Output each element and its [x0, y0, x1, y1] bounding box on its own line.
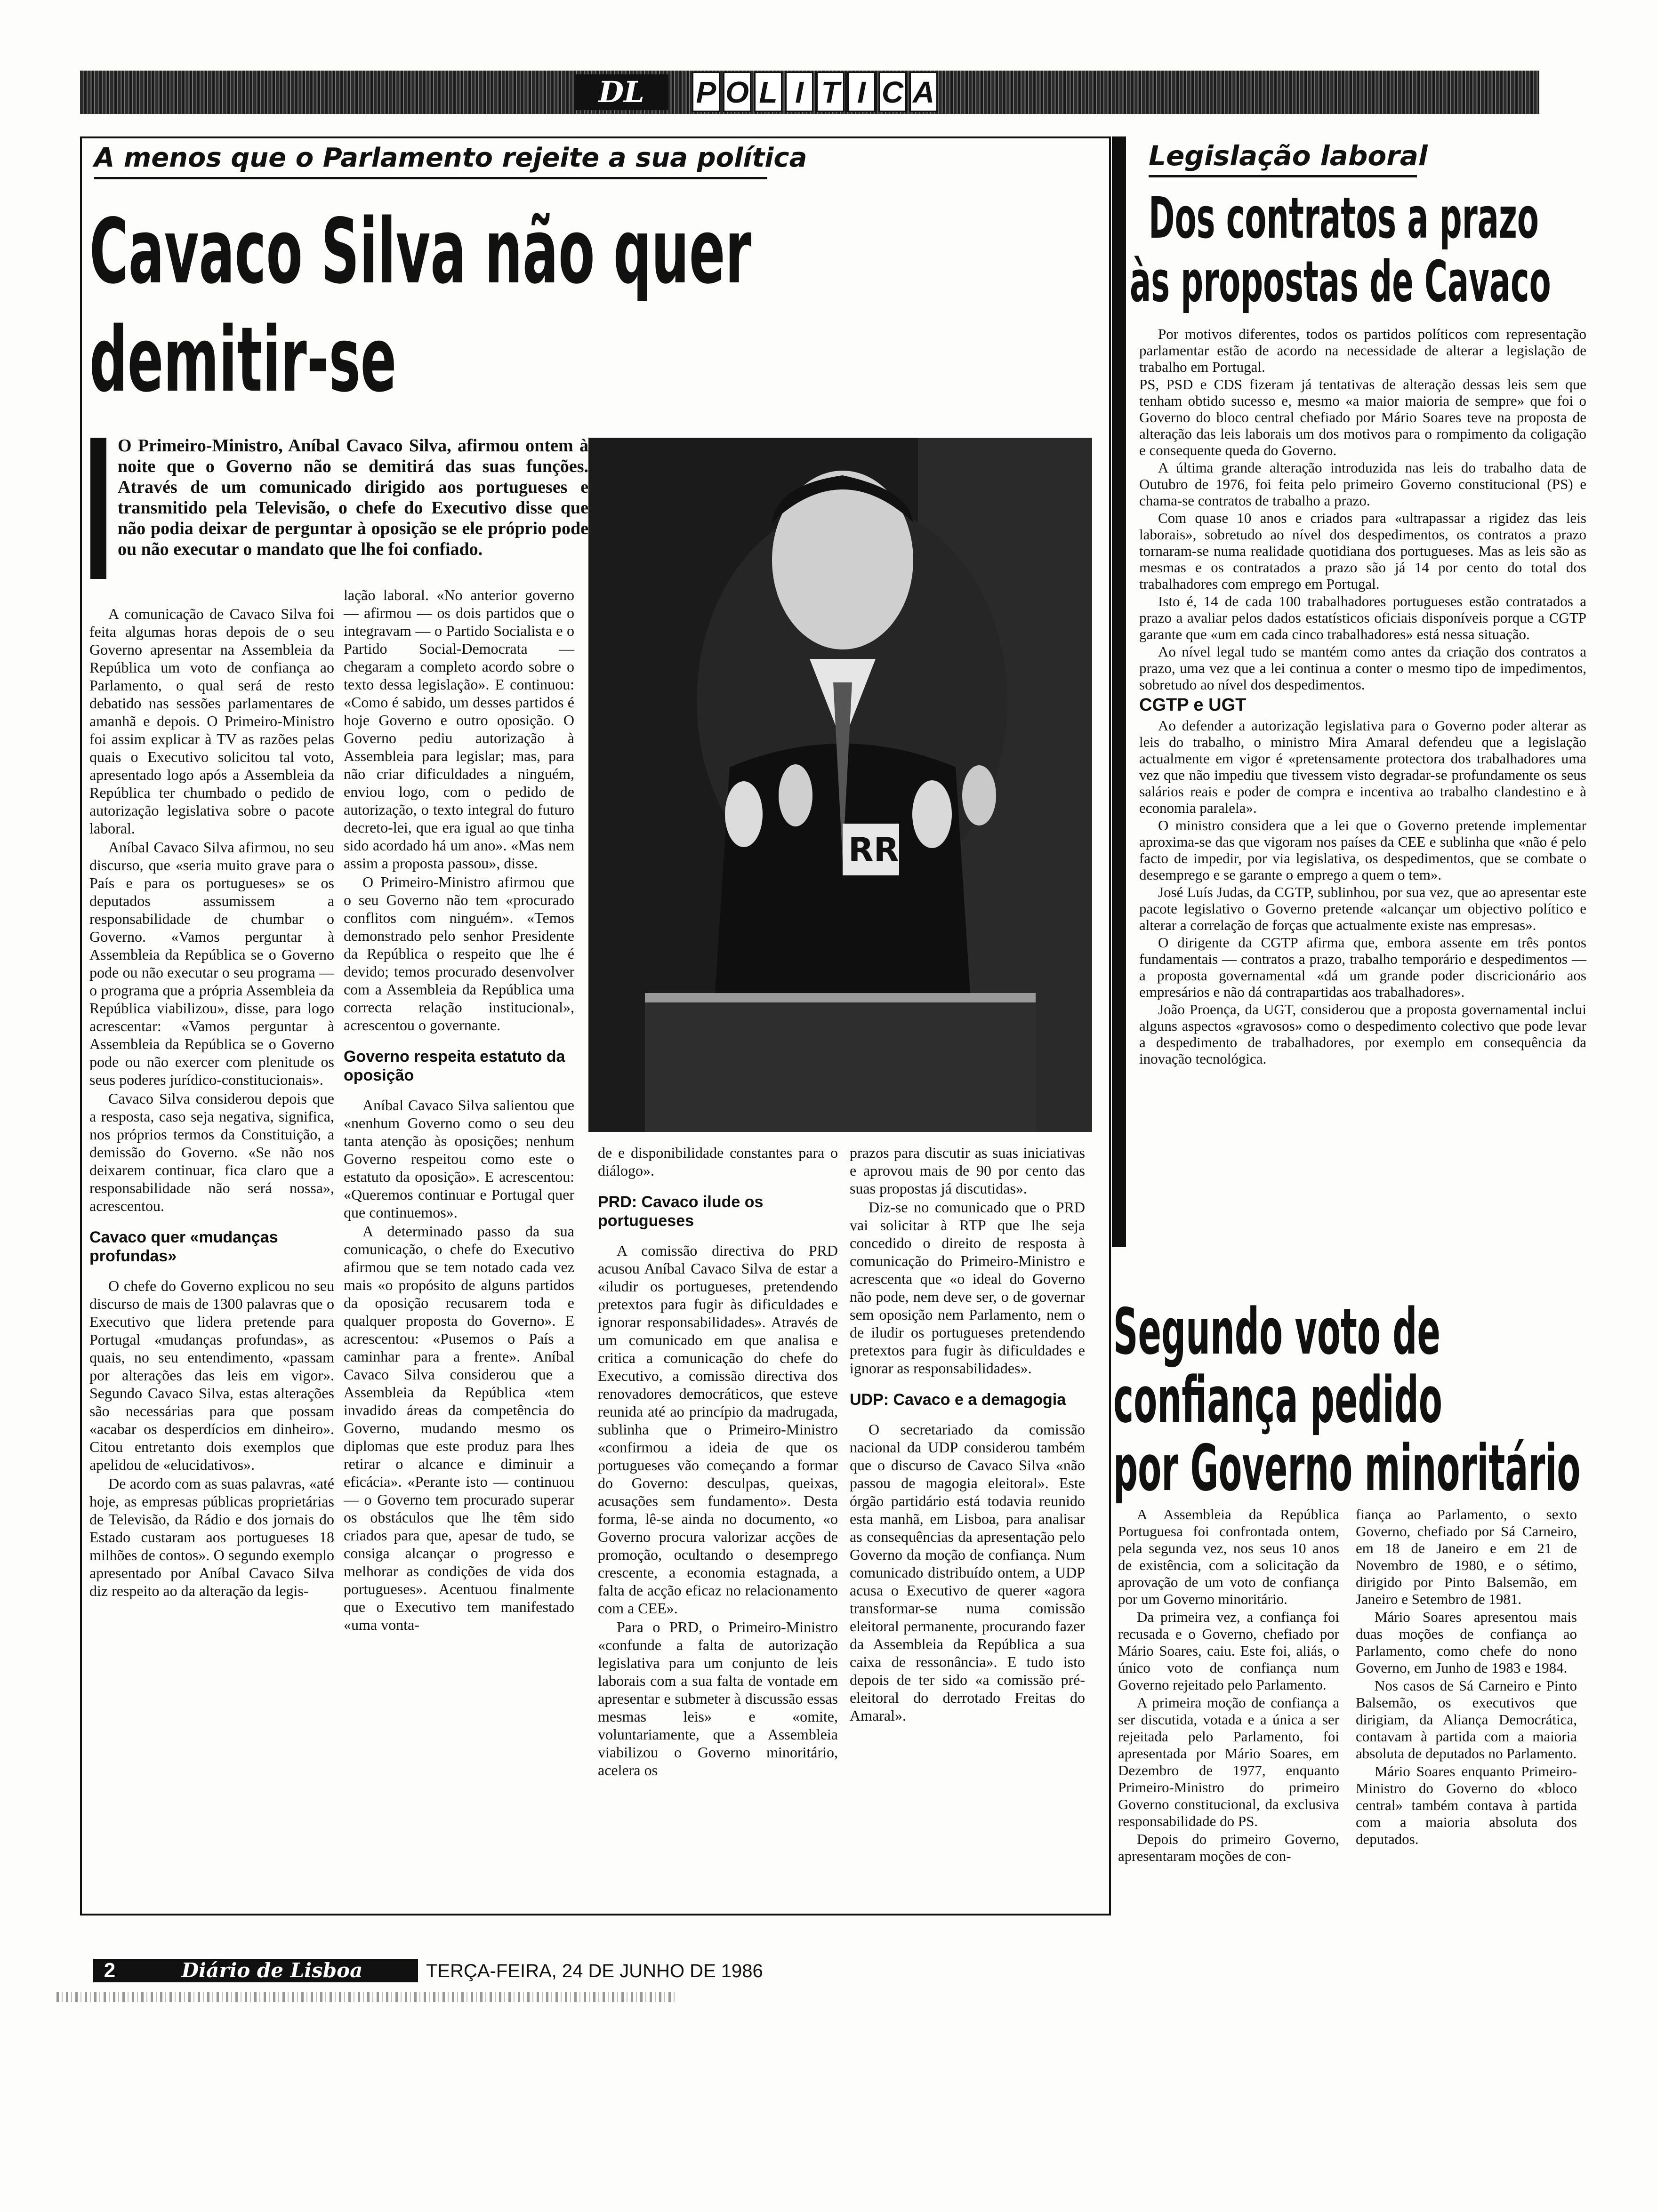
paragraph: A determinado passo da sua comunicação, o chefe do Executivo afirmou que se tem notado cada vez mais «o propósito de alguns partidos da oposição recusarem toda e qualquer proposta do Governo». E acrescentou: «Pusemos o País a caminhar para a frente». Aníbal Cavaco Silva considerou que a Assembleia da República «tem invadido áreas da competência do Governo, mudando mesmo os diplomas que este produz para lhes retirar o alcance e diminuir a eficácia». «Perante isto — continuou — o Governo tem procurado superar os obstáculos que lhe têm sido criados para que, apesar de tudo, se consiga alcançar o progresso e melhorar as condições de vida dos portugueses». Acentuou finalmente que o Executivo tem manifestado «uma vonta-	[344, 1223, 574, 1633]
side-kicker: Legislação laboral	[1149, 140, 1428, 172]
side-kicker-rule	[1149, 175, 1417, 177]
paragraph: PS, PSD e CDS fizeram já tentativas de alteração dessas leis sem que tenham obtido sucesso e, mesmo «a maior maioria de sempre» que foi o Governo do bloco central chefiado por Mário Soares teve na proposta de alteração das leis laborais um dos motivos para o rompimento da coligação e consequente queda do Governo.	[1139, 376, 1586, 458]
subheading: PRD: Cavaco ilude os portugueses	[598, 1193, 764, 1230]
paragraph: Por motivos diferentes, todos os partidos políticos com representação parlamentar estão de acordo na necessidade de alterar a legislação de trabalho em Portugal.	[1139, 326, 1586, 375]
main-headline-line1: Cavaco Silva não quer	[89, 200, 752, 304]
paragraph: de e disponibilidade constantes para o diálogo».	[598, 1144, 838, 1179]
subheading: Cavaco quer «mudanças profundas»	[89, 1228, 278, 1265]
footer-date: TERÇA-FEIRA, 24 DE JUNHO DE 1986	[426, 1961, 763, 1981]
paragraph: O chefe do Governo explicou no seu discurso de mais de 1300 palavras que o Executivo que lidera pretende para Portugal «mudanças profundas», as quais, no seu entendimento, «passam por alterações das leis em vigor». Segundo Cavaco Silva, estas alterações são necessárias para que possam «acabar os desperdícios em dinheiro». Citou entretanto dois exemplos que apelidou de «elucidativos».	[89, 1277, 334, 1473]
paragraph: João Proença, da UGT, considerou que a proposta governamental inclui alguns aspectos «gravosos» como o despedimento colectivo que pode levar a despedimento de trabalhadores, por exemplo em consequência da inovação tecnológica.	[1139, 1001, 1586, 1067]
subheading: UDP: Cavaco e a demagogia	[850, 1391, 1066, 1409]
paragraph: prazos para discutir as suas iniciativas e aprovou mais de 90 por cento das suas propostas já discutidas».	[850, 1144, 1085, 1197]
lead-bar	[90, 438, 106, 579]
paragraph: A comunicação de Cavaco Silva foi feita algumas horas depois de o seu Governo apresentar na Assembleia da República um voto de confiança ao Parlamento, o qual será de resto debatido nas sessões parlamentares de amanhã e depois. O Primeiro-Ministro foi assim explicar à TV as razões pelas quais o Executivo solicitou tal voto, apresentado logo após a Assembleia da República ter chumbado o pedido de autorização legislativa sobre o pacote laboral.	[89, 605, 334, 837]
third-headline-line3: por Governo minoritário	[1113, 1431, 1581, 1505]
paragraph: Isto é, 14 de cada 100 trabalhadores portugueses estão contratados a prazo a avaliar pelos dados estatísticos oficiais disponíveis porque a CGTP garante que «um em cada cinco trabalhadores» está nessa situação.	[1139, 593, 1586, 642]
paragraph: A primeira moção de confiança a ser discutida, votada e a única a ser rejeitada pelo Parlamento, foi apresentada por Mário Soares, em Dezembro de 1977, enquanto Primeiro-Ministro do primeiro Governo constitucional, da exclusiva responsabilidade do PS.	[1118, 1694, 1339, 1829]
page-number: 2	[93, 1959, 126, 1982]
paragraph: O secretariado da comissão nacional da UDP considerou também que o discurso de Cavaco Silva «não passou de magogia eleitoral». Este órgão partidário está todavia reunido esta manhã, em Lisboa, para analisar as consequências da apresentação pelo Governo da moção de confiança. Num comunicado distribuído ontem, a UDP acusa o Executivo de querer «agora transformar-se numa comissão eleitoral permanente, procurando fazer da Assembleia da República a sua caixa de ressonância». E tudo isto depois de ter sido «a comissão pré-eleitoral do derrotado Freitas do Amaral».	[850, 1421, 1085, 1724]
side-article-bar	[1112, 136, 1126, 1247]
paragraph: A Assembleia da República Portuguesa foi confrontada ontem, pela segunda vez, nos seus 10 anos de existência, com a solicitação da aprovação de um voto de confiança por um Governo minoritário.	[1118, 1506, 1339, 1607]
paragraph: Mário Soares apresentou mais duas moções de confiança ao Parlamento, como chefe do nono Governo, em Junho de 1983 e 1984.	[1356, 1609, 1577, 1676]
section-letter: A	[909, 72, 938, 112]
paragraph: Da primeira vez, a confiança foi recusada e o Governo, chefiado por Mário Soares, caiu. Este foi, aliás, o único voto de confiança num Governo rejeitado pelo Parlamento.	[1118, 1609, 1339, 1693]
paragraph: Aníbal Cavaco Silva salientou que «nenhum Governo como o seu deu tanta atenção às oposições; nenhum Governo respeitou como este o estatuto da oposição». E acrescentou: «Queremos continuar e Portugal quer que continuemos».	[344, 1097, 574, 1221]
paragraph: Ao nível legal tudo se mantém como antes da criação dos contratos a prazo, uma vez que a lei continua a conter o mesmo tipo de impedimentos, sobretudo ao nível dos despedimentos.	[1139, 643, 1586, 693]
paragraph: A comissão directiva do PRD acusou Aníbal Cavaco Silva de estar a «iludir os portugueses, pretendendo pretextos para fugir às dificuldades e ignorar responsabilidades». Através de um comunicado em que analisa e critica a comunicação do chefe do Executivo, a comissão directiva dos renovadores democráticos, que esteve reunida até ao princípio da madrugada, sublinha que o Primeiro-Ministro «confirmou a ideia de que os portugueses vão começando a formar do Governo: desculpas, queixas, acusações sem fundamento». Desta forma, lê-se ainda no documento, «o Governo procura valorizar acções de promoção, ocultando o desemprego crescente, a economia estagnada, a falta de acção eficaz no relacionamento com a CEE».	[598, 1242, 838, 1617]
subheading: CGTP e UGT	[1139, 695, 1247, 715]
cavaco-silva-photo	[588, 438, 1092, 1132]
paragraph: Aníbal Cavaco Silva afirmou, no seu discurso, que «seria muito grave para o País e para os portugueses» se os deputados assumissem a responsabilidade de chumbar o Governo. «Vamos perguntar à Assembleia da República se o Governo pode ou não executar o seu programa — o programa que a própria Assembleia da República viabilizou», disse, para logo acrescentar: «Vamos perguntar à Assembleia da República se o Governo pode ou não exercer com plenitude os seus poderes jurídico-constitucionais».	[89, 839, 334, 1088]
section-letter: I	[847, 72, 876, 112]
paragraph: O Primeiro-Ministro afirmou que o seu Governo não tem «procurado conflitos com ninguém». «Temos demonstrado pelo senhor Presidente da República o respeito que lhe é devido; temos procurado desenvolver com a Assembleia da República uma correcta relação institucional», acrescentou o governante.	[344, 874, 574, 1034]
svg-text:RR: RR	[848, 831, 899, 869]
paragraph: Ao defender a autorização legislativa para o Governo poder alterar as leis do trabalho, o ministro Mira Amaral defendeu que a legislação actualmente em vigor é «pretensamente protectora dos trabalhadores uma vez que não impediu que tivessem visto degradar-se profundamente os seus salários reais e poder de compra e incentiva ao trabalho clandestino e à economia paralela».	[1139, 717, 1586, 816]
paragraph: Depois do primeiro Governo, apresentaram moções de con-	[1118, 1831, 1339, 1864]
press-conference-image	[588, 438, 1092, 1132]
section-letter: T	[816, 72, 845, 112]
paragraph: Cavaco Silva considerou depois que a resposta, caso seja negativa, significa, nos próprios termos da Constituição, a demissão do Governo. «Se não nos deixarem continuar, fica claro que a responsabilidade não será nossa», acrescentou.	[89, 1090, 334, 1214]
main-column-3	[598, 1144, 838, 1779]
main-column-2	[344, 586, 574, 1634]
masthead-logo: Diário de Lisboa	[126, 1959, 418, 1982]
main-lead: O Primeiro-Ministro, Aníbal Cavaco Silva, afirmou ontem à noite que o Governo não se demitirá das suas funções. Através de um comunicado dirigido aos portugueses e transmitido pela Televisão, o chefe do Executivo disse que não podia deixar de perguntar à oposição se ele próprio pode ou não executar o mandato que lhe foi confiado.	[118, 436, 588, 559]
paragraph: Mário Soares enquanto Primeiro-Ministro do Governo do «bloco central» também contava à partida com a maioria absoluta dos deputados.	[1356, 1763, 1577, 1847]
paragraph: fiança ao Parlamento, o sexto Governo, chefiado por Sá Carneiro, em 18 de Janeiro e em 21 de Novembro de 1980, e o sétimo, dirigido por Pinto Balsemão, em Janeiro e Setembro de 1981.	[1356, 1506, 1577, 1607]
section-letter: P	[692, 72, 720, 112]
paragraph: lação laboral. «No anterior governo — afirmou — os dois partidos que o integravam — o Partido Socialista e o Partido Social-Democrata — chegaram a completo acordo sobre o texto dessa legislação». E continuou: «Como é sabido, um desses partidos é hoje Governo e outro oposição. O Governo pediu autorização à Assembleia para legislar; mas, para não criar dificuldades a ninguém, enviou logo, com o pedido de autorização, o texto integral do futuro decreto-lei, que era igual ao que tinha sido acordado há um ano». «Mas nem assim a proposta passou», disse.	[344, 586, 574, 872]
third-column-2	[1356, 1506, 1577, 1848]
paragraph: De acordo com as suas palavras, «até hoje, as empresas públicas proprietárias de Televisão, da Rádio e dos jornais do Estado custaram aos portugueses 18 milhões de contos». O segundo exemplo apresentado por Aníbal Cavaco Silva diz respeito ao da alteração da legis-	[89, 1475, 334, 1599]
third-headline-line1: Segundo voto de	[1113, 1295, 1440, 1369]
section-letter: O	[723, 72, 751, 112]
paragraph: José Luís Judas, da CGTP, sublinhou, por sua vez, que ao apresentar este pacote legislativo o Governo pretende «alcançar um objectivo político e alterar a correlação de forças que actualmente existe nas empresas».	[1139, 884, 1586, 933]
third-headline-line2: confiança pedido	[1113, 1363, 1442, 1437]
section-title	[692, 72, 941, 113]
section-logo: DL	[574, 74, 668, 110]
side-headline-line1: Dos contratos a prazo	[1149, 186, 1539, 251]
main-column-1	[89, 605, 334, 1600]
side-headline-line2: às propostas de Cavaco	[1130, 249, 1551, 315]
paragraph: O dirigente da CGTP afirma que, embora assente em três pontos fundamentais — contratos a prazo, trabalho temporário e despedimentos — a proposta governamental «dá um grande poder discricionário aos empresários e não dá contrapartidas aos trabalhadores».	[1139, 934, 1586, 1000]
section-letter: I	[785, 72, 813, 112]
main-kicker: A menos que o Parlamento rejeite a sua política	[94, 143, 807, 173]
paragraph: Diz-se no comunicado que o PRD vai solicitar à RTP que lhe seja concedido o direito de resposta à comunicação do Primeiro-Ministro e acrescenta que «o ideal do Governo não pode, nem deve ser, o de governar sem oposição nem Parlamento, nem o de iludir os portugueses pretendendo pretextos para fugir às dificuldades e ignorar as responsabilidades».	[850, 1199, 1085, 1377]
footer-noise	[56, 1992, 678, 2002]
section-letter: L	[754, 72, 782, 112]
section-letter: C	[878, 72, 907, 112]
side-column	[1139, 326, 1586, 1067]
paragraph: Para o PRD, o Primeiro-Ministro «confunde a falta de autorização legislativa para um conjunto de leis laborais com a sua falta de vontade em apresentar e submeter à discussão essas mesmas leis» e «omite, voluntariamente, que a Assembleia viabilizou o Governo minoritário, acelera os	[598, 1619, 838, 1779]
kicker-rule	[94, 177, 767, 179]
paragraph: A última grande alteração introduzida nas leis do trabalho data de Outubro de 1976, foi feita pelo primeiro Governo constitucional (PS) e chama-se contratos de trabalho a prazo.	[1139, 459, 1586, 509]
paragraph: O ministro considera que a lei que o Governo pretende implementar aproxima-se das que vigoram nos países da CEE e sublinha que «não é pelo facto de impedir, por via legislativa, os despedimentos, que se combate o desemprego e se garante o emprego a quem o tem».	[1139, 817, 1586, 883]
main-column-4	[850, 1144, 1085, 1724]
subheading: Governo respeita estatuto da oposição	[344, 1048, 565, 1084]
main-headline-line2: demitir-se	[89, 308, 397, 412]
third-column-1	[1118, 1506, 1339, 1865]
paragraph: Nos casos de Sá Carneiro e Pinto Balsemão, os executivos que dirigiam, da Aliança Democrática, contavam à partida com a maioria absoluta de deputados no Parlamento.	[1356, 1677, 1577, 1762]
paragraph: Com quase 10 anos e criados para «ultrapassar a rigidez das leis laborais», sobretudo ao nível dos despedimentos, os contratos a prazo tornaram-se numa realidade quotidiana dos portugueses. Mas as leis são as mesmas e os contratados a prazo são já 14 por cento do total dos trabalhadores com emprego em Portugal.	[1139, 510, 1586, 592]
